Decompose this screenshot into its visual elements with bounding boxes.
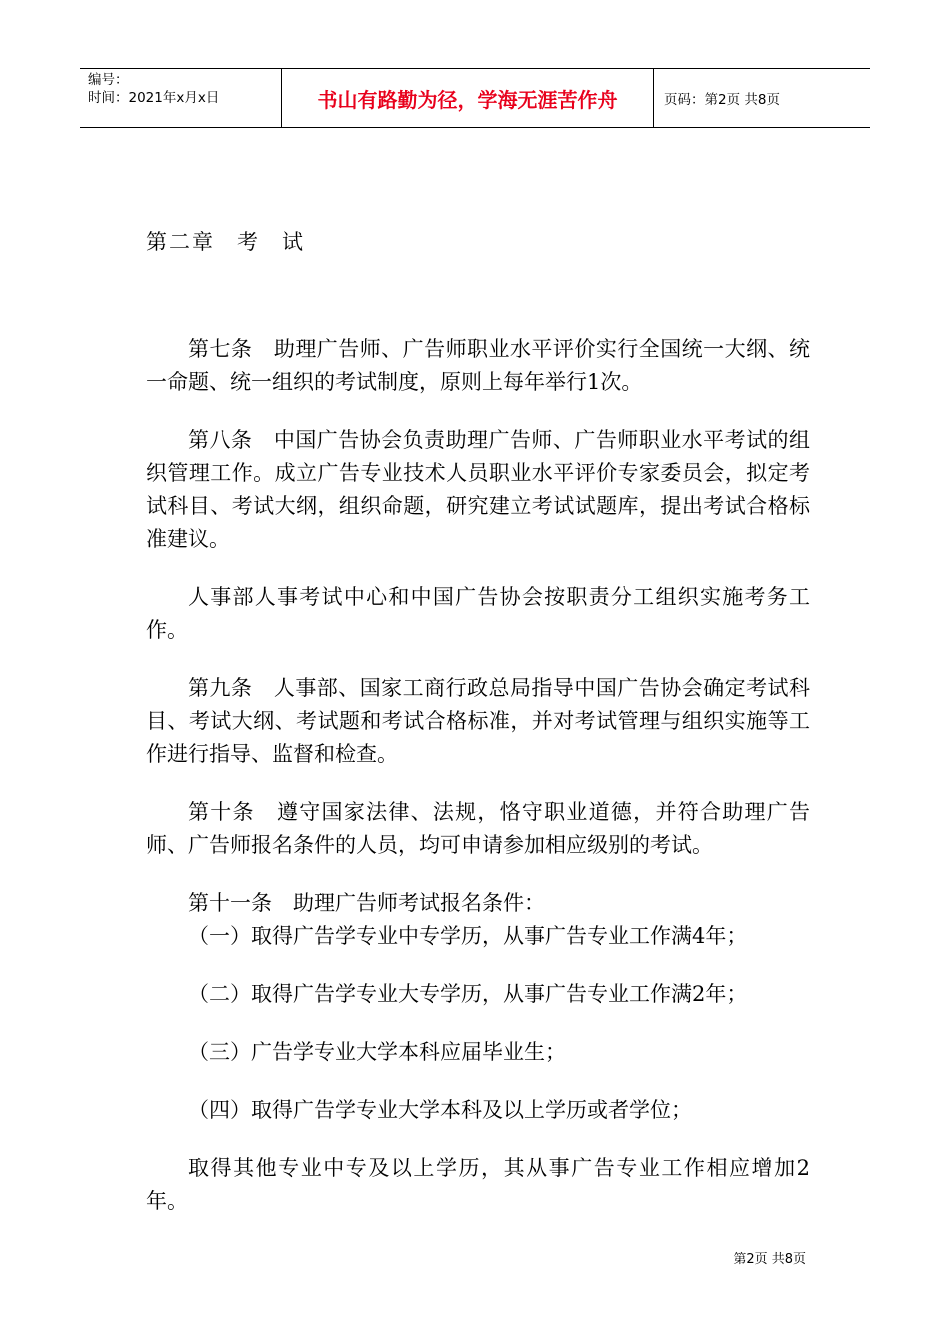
page-header (80, 68, 870, 128)
header-motto: 书山有路勤为径，学海无涯苦作舟 (282, 69, 654, 127)
header-meta (80, 69, 282, 127)
chapter-title: 第二章 考 试 (146, 230, 305, 254)
article-11-note: 取得其他专业中专及以上学历，其从事广告专业工作相应增加2年。 (146, 1156, 810, 1213)
article-11-item-4: （四）取得广告学专业大学本科及以上学历或者学位； (188, 1098, 692, 1122)
article-11-item-2: （二）取得广告学专业大专学历，从事广告专业工作满2年； (188, 982, 748, 1006)
header-page-info: 页码：第2页 共8页 (664, 92, 780, 108)
article-8: 第八条 中国广告协会负责助理广告师、广告师职业水平考试的组织管理工作。成立广告专业技术人员职业水平评价专家委员会，拟定考试科目、考试大纲，组织命题，研究建立考试试题库，提出考试合格标准建议。 (146, 428, 810, 551)
time-label: 时间：2021年x月x日 (88, 90, 220, 106)
article-8-note: 人事部人事考试中心和中国广告协会按职责分工组织实施考务工作。 (146, 585, 810, 642)
article-11-item-3: （三）广告学专业大学本科应届毕业生； (188, 1040, 566, 1064)
document-body (146, 226, 810, 1218)
number-label: 编号： (88, 72, 129, 88)
article-9: 第九条 人事部、国家工商行政总局指导中国广告协会确定考试科目、考试大纲、考试题和考试合格标准，并对考试管理与组织实施等工作进行指导、监督和检查。 (146, 676, 810, 766)
article-11: 第十一条 助理广告师考试报名条件： (188, 891, 545, 915)
article-7: 第七条 助理广告师、广告师职业水平评价实行全国统一大纲、统一命题、统一组织的考试制度，原则上每年举行1次。 (146, 337, 810, 394)
article-10: 第十条 遵守国家法律、法规，恪守职业道德，并符合助理广告师、广告师报名条件的人员，均可申请参加相应级别的考试。 (146, 800, 810, 857)
article-11-item-1: （一）取得广告学专业中专学历，从事广告专业工作满4年； (188, 924, 748, 948)
page-footer: 第2页 共8页 (733, 1252, 806, 1267)
